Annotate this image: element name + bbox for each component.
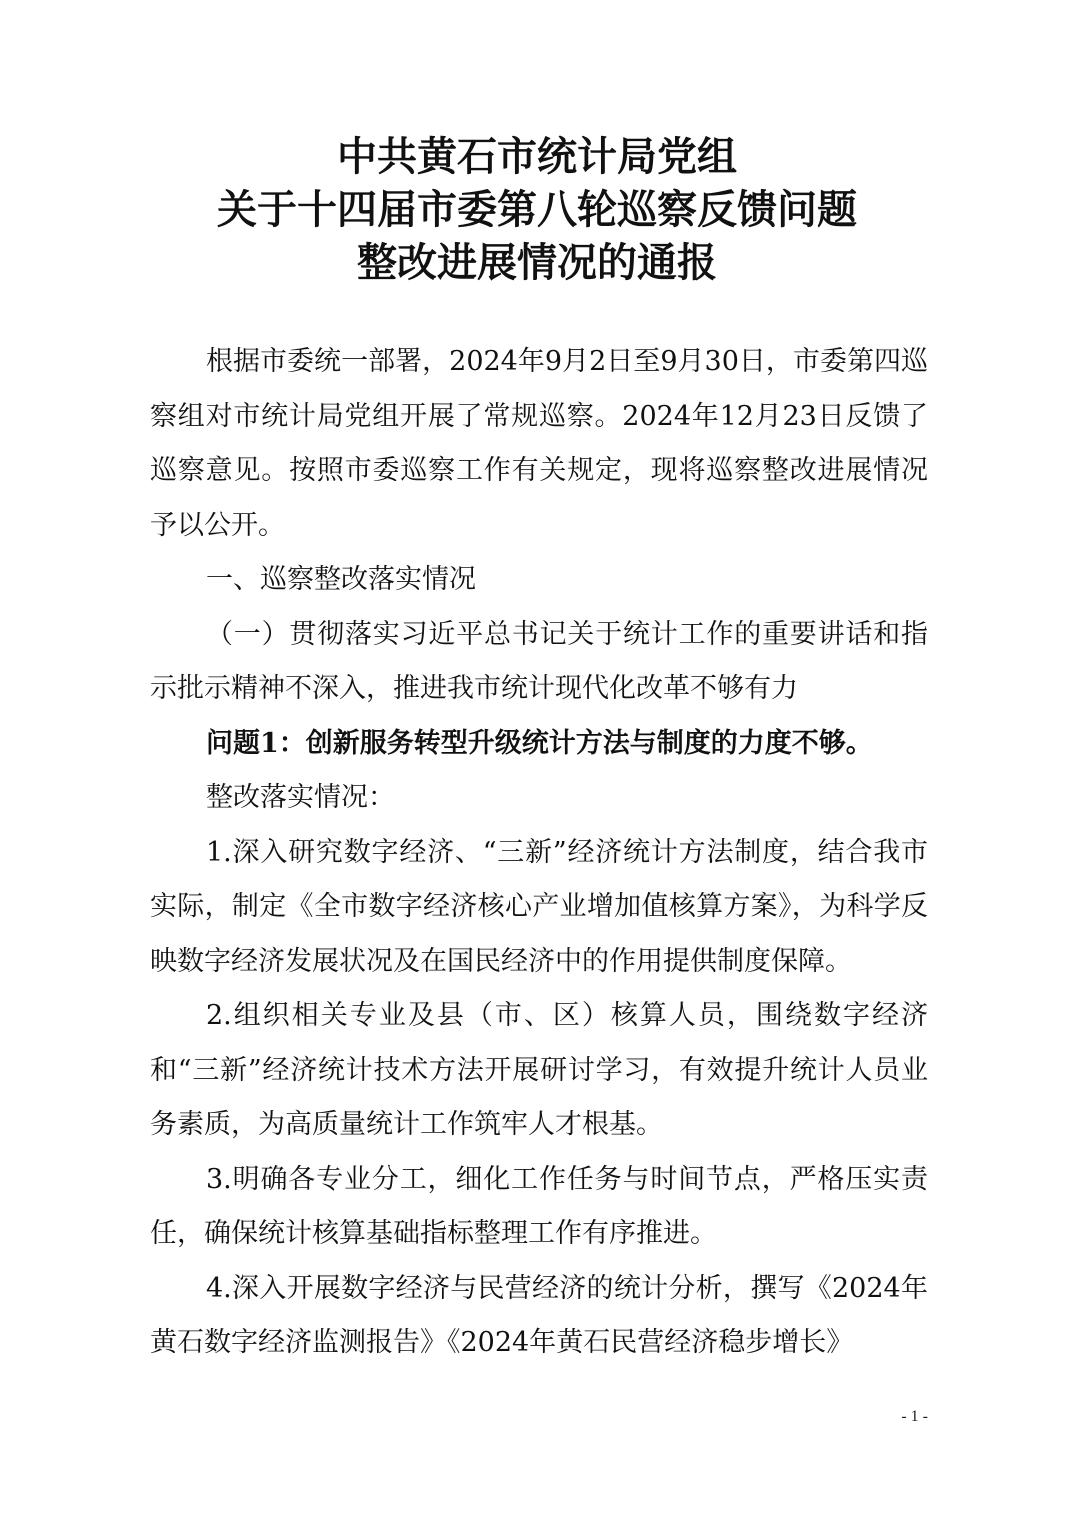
- rectification-item-1: 1.深入研究数字经济、“三新”经济统计方法制度，结合我市实际，制定《全市数字经济核心产业增加值核算方案》，为科学反映数字经济发展状况及在国民经济中的作用提供制度保障。: [150, 836, 928, 977]
- intro-paragraph: 根据市委统一部署，2024年9月2日至9月30日，市委第四巡察组对市统计局党组开展了常规巡察。2024年12月23日反馈了巡察意见。按照市委巡察工作有关规定，现将巡察整改进展情况予以公开。: [150, 346, 928, 541]
- title-line-3: 整改进展情况的通报: [357, 239, 717, 286]
- rectification-item-4: 4.深入开展数字经济与民营经济的统计分析，撰写《2024年黄石数字经济监测报告》《2024年黄石民营经济稳步增长》: [150, 1272, 928, 1358]
- document-body: [150, 335, 928, 1371]
- document-title: [0, 130, 1074, 289]
- question-heading: 问题1：创新服务转型升级统计方法与制度的力度不够。: [206, 727, 873, 759]
- rectification-label: 整改落实情况：: [206, 782, 395, 813]
- page-number: - 1 -: [901, 1408, 928, 1425]
- subsection-heading: （一）贯彻落实习近平总书记关于统计工作的重要讲话和指示批示精神不深入，推进我市统计现代化改革不够有力: [150, 618, 928, 704]
- title-line-2: 关于十四届市委第八轮巡察反馈问题: [217, 186, 857, 233]
- rectification-item-3: 3.明确各专业分工，细化工作任务与时间节点，严格压实责任，确保统计核算基础指标整理工作有序推进。: [150, 1163, 928, 1249]
- section-heading: 一、巡察整改落实情况: [206, 564, 476, 595]
- rectification-item-2: 2.组织相关专业及县（市、区）核算人员，围绕数字经济和“三新”经济统计技术方法开展研讨学习，有效提升统计人员业务素质，为高质量统计工作筑牢人才根基。: [150, 1000, 928, 1140]
- title-line-1: 中共黄石市统计局党组: [337, 133, 737, 180]
